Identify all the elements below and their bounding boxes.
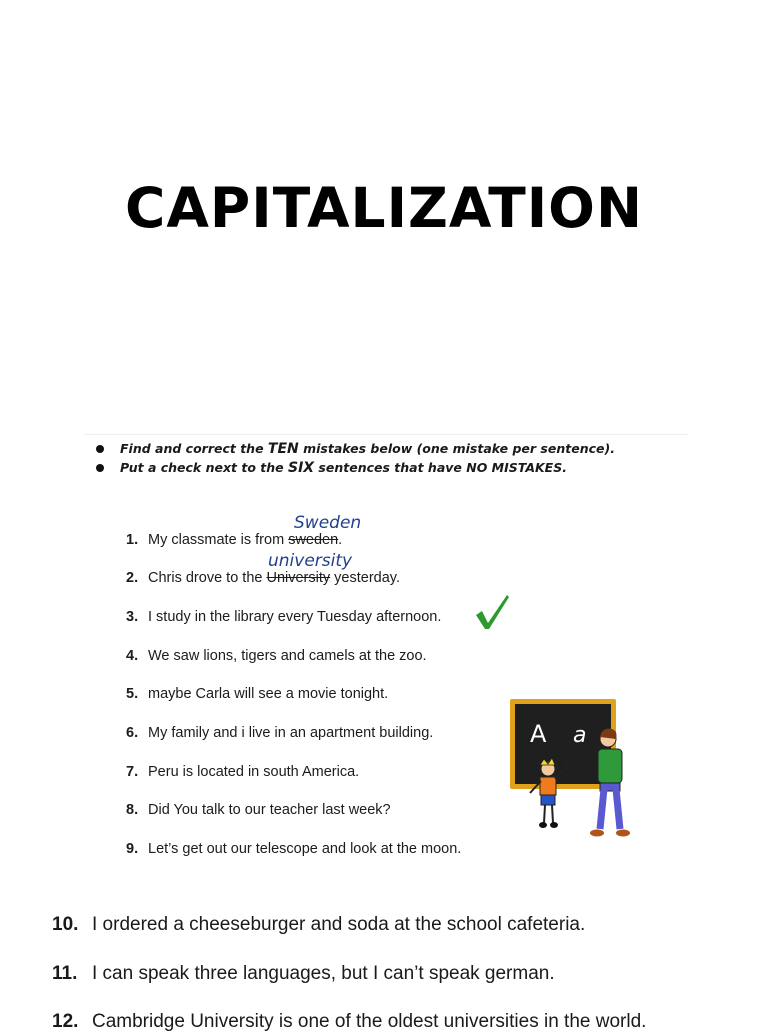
sentence-1: 1. My classmate is from sweden. [126,532,343,548]
struck-word: University [266,570,331,586]
check-mark-icon [474,593,510,631]
sentence-10: 10. I ordered a cheeseburger and soda at the school cafeteria. [52,914,586,935]
sentence-11: 11. I can speak three languages, but I can’t speak german. [52,963,555,984]
page-title: CAPITALIZATION [125,176,643,240]
bullet-icon [96,464,104,472]
sentence-5: 5. maybe Carla will see a movie tonight. [126,686,389,702]
board-letter-lower: a [573,723,587,748]
worksheet-image [84,434,688,875]
handwritten-correction-2: university [268,551,353,571]
sentence-8: 8. Did You talk to our teacher last week? [126,802,391,818]
struck-word: sweden [288,532,339,548]
sentence-9: 9. Let’s get out our telescope and look at the moon. [126,841,462,857]
sentence-7: 7. Peru is located in south America. [126,764,360,780]
sentence-3: 3. I study in the library every Tuesday afternoon. [126,609,442,625]
bullet-icon [96,445,104,453]
sentence-6: 6. My family and i live in an apartment building. [126,725,434,741]
board-letter-upper: A [530,720,547,748]
teacher-chalkboard-illustration [508,697,648,847]
sentence-4: 4. We saw lions, tigers and camels at the zoo. [126,648,427,664]
instruction-2: Put a check next to the SIX sentences that have NO MISTAKES. [120,460,567,476]
instruction-1: Find and correct the TEN mistakes below (one mistake per sentence). [120,441,615,457]
handwritten-correction-1: Sweden [294,513,362,533]
sentence-2: 2. Chris drove to the University yesterday. [126,570,400,586]
sentence-12: 12. Cambridge University is one of the oldest universities in the world. [52,1011,647,1032]
